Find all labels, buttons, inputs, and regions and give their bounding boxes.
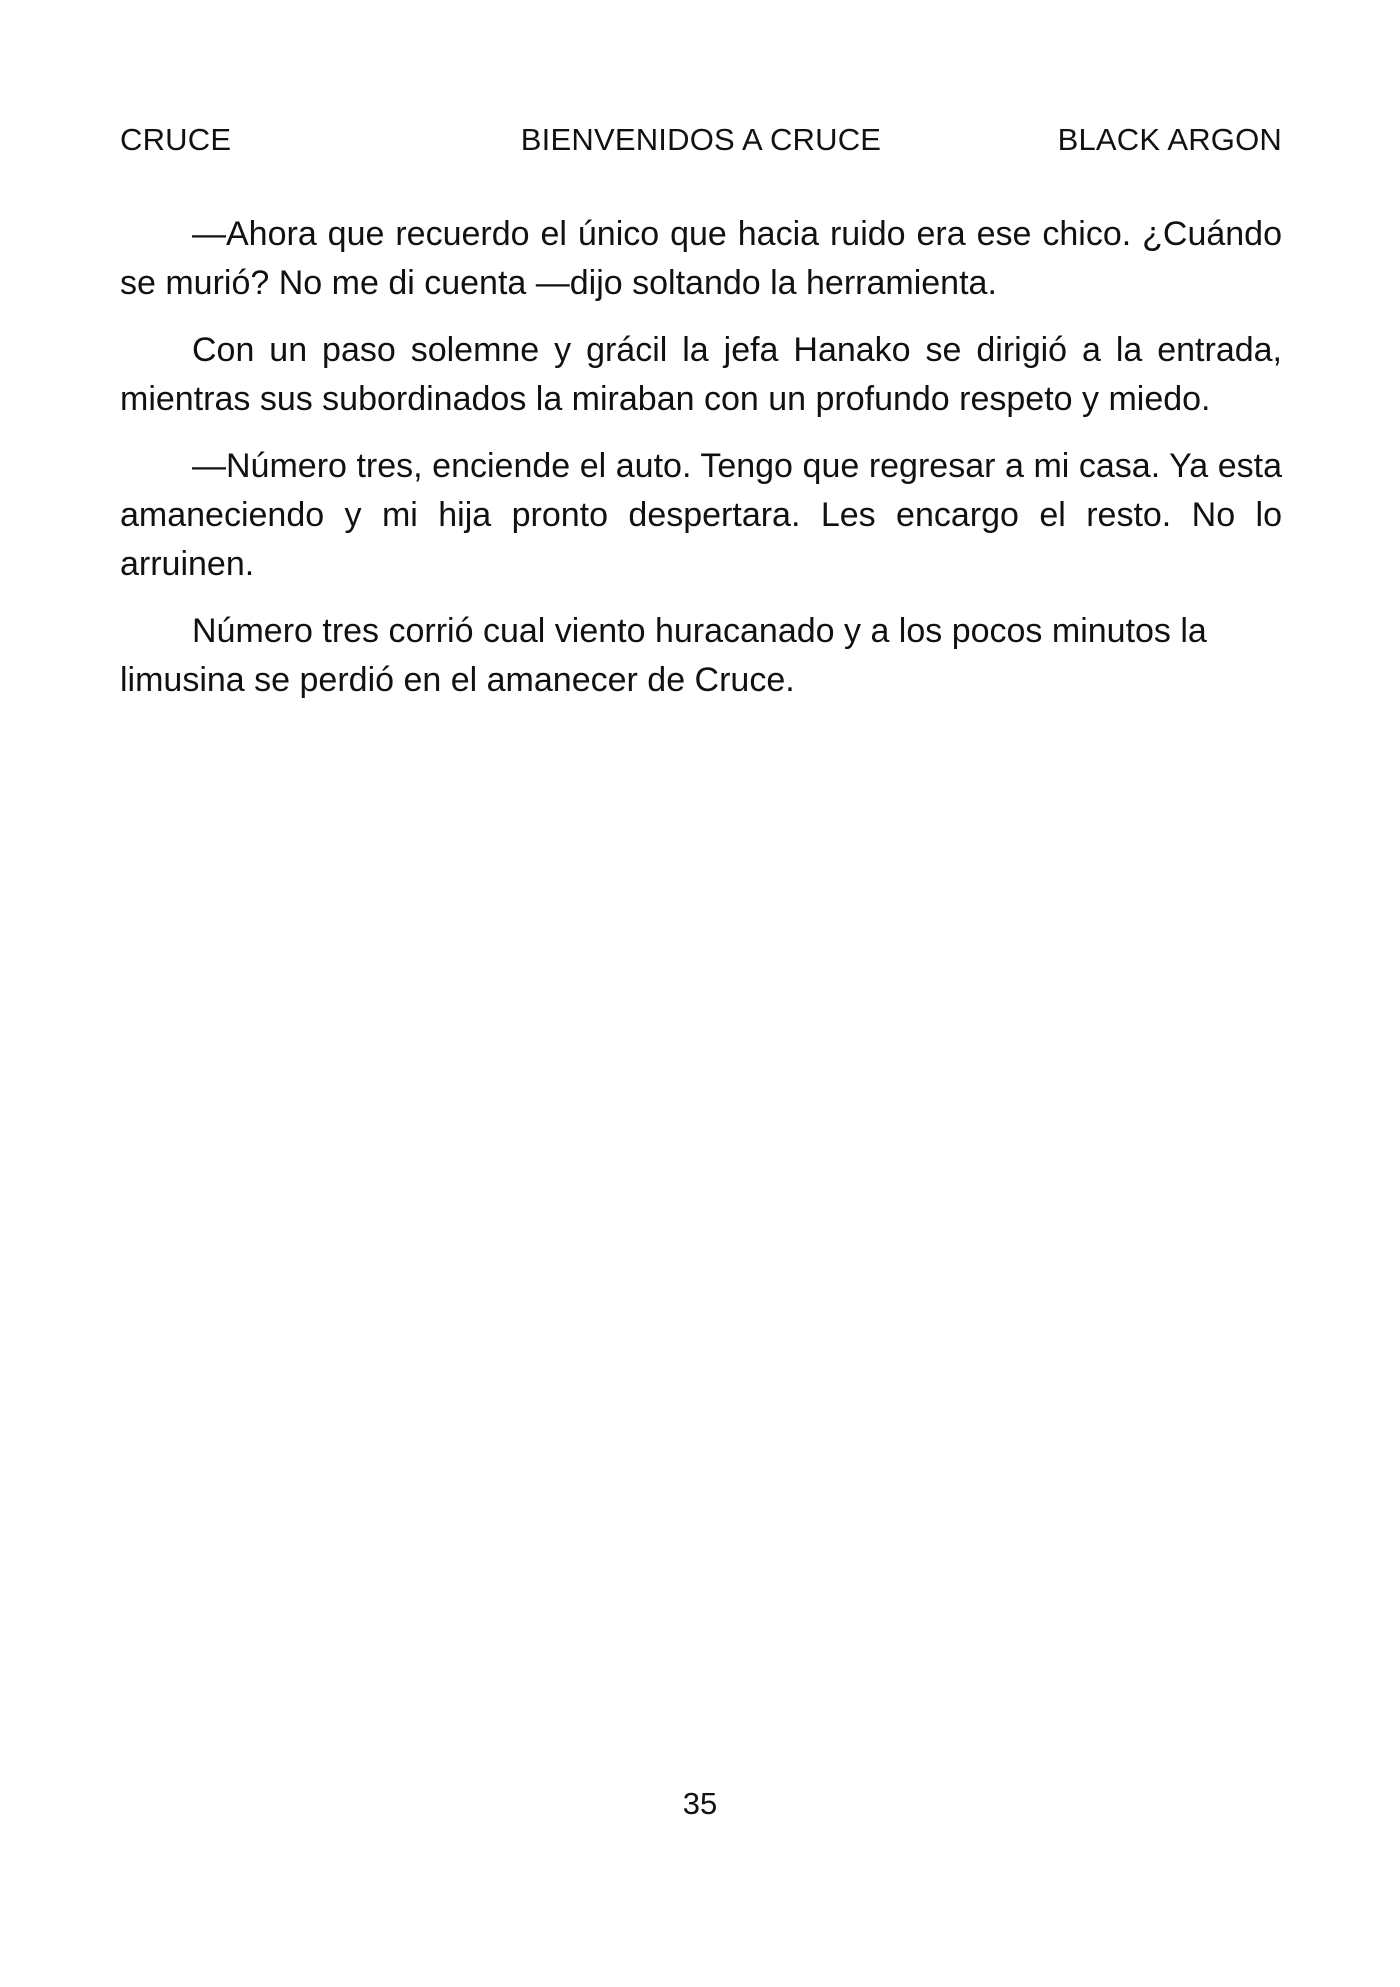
paragraph: Con un paso solemne y grácil la jefa Hanako se dirigió a la entrada, mientras sus subordinados la miraban con un profundo respeto y miedo. xyxy=(120,331,1282,418)
paragraph: —Número tres, enciende el auto. Tengo que regresar a mi casa. Ya esta amaneciendo y mi hija pronto despertara. Les encargo el resto. No lo arruinen. xyxy=(120,447,1282,583)
body-text xyxy=(120,210,1282,723)
page-number: 35 xyxy=(682,1786,718,1821)
header-chapter-title: BIENVENIDOS A CRUCE xyxy=(520,122,882,157)
paragraph: Número tres corrió cual viento huracanado y a los pocos minutos la limusina se perdió en el amanecer de Cruce. xyxy=(120,612,1207,699)
running-header xyxy=(120,122,1282,162)
header-author: BLACK ARGON xyxy=(1057,122,1282,157)
header-book-title: CRUCE xyxy=(120,122,232,157)
paragraph: —Ahora que recuerdo el único que hacia ruido era ese chico. ¿Cuándo se murió? No me di cuenta —dijo soltando la herramienta. xyxy=(120,215,1282,302)
